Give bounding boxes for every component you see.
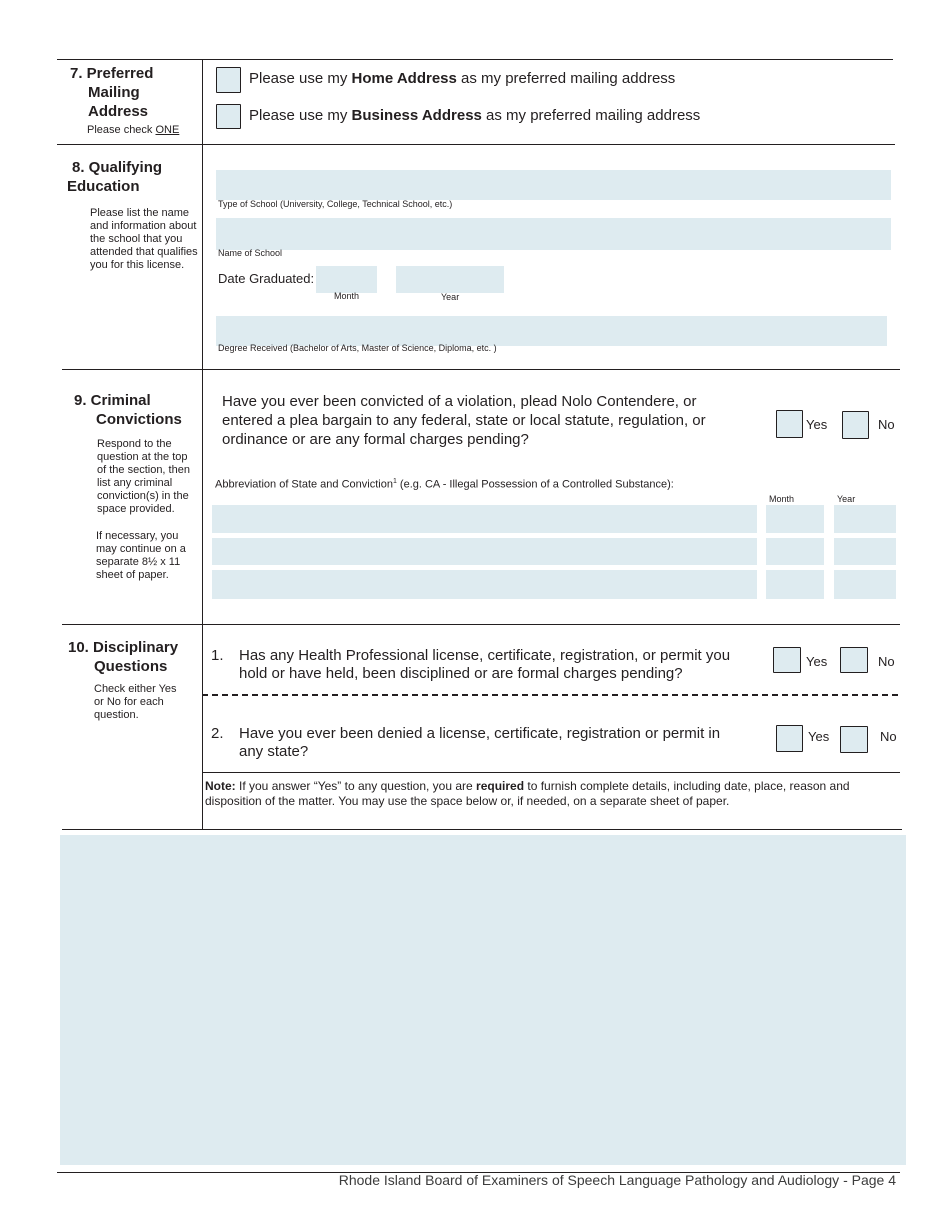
note-line-2: disposition of the matter. You may use the space below or, if needed, on a separate sheet of paper.: [205, 794, 730, 808]
graduation-month-input[interactable]: [316, 266, 377, 293]
criminal-question: [222, 392, 706, 449]
note-text: to furnish complete details, including date, place, reason and: [524, 779, 850, 793]
question-line: hold or have held, been disciplined or are formal charges pending?: [239, 665, 683, 682]
section-8-title-line2: Education: [67, 178, 140, 195]
section-10-title-line1: 10. Disciplinary: [68, 639, 179, 656]
disciplinary-q2-no-label: No: [880, 729, 897, 744]
question-line: any state?: [239, 743, 309, 760]
rule-8-9: [62, 369, 900, 370]
disciplinary-q1-yes-label: Yes: [806, 654, 828, 669]
description-line: attended that qualifies: [90, 246, 198, 258]
criminal-yes-label: Yes: [806, 417, 828, 432]
criminal-no-checkbox[interactable]: [842, 411, 869, 439]
conviction-month-input-1[interactable]: [766, 505, 824, 533]
instruction-text: Please check: [87, 124, 156, 136]
school-name-input[interactable]: [216, 218, 891, 250]
graduation-year-label: Year: [441, 292, 460, 302]
graduation-month-label: Month: [334, 291, 360, 301]
section-10-title: [68, 638, 178, 676]
criminal-no-label: No: [878, 417, 895, 432]
description-line: conviction(s) in the: [97, 490, 189, 502]
description-line: and information about: [90, 220, 197, 232]
disciplinary-q2: [239, 725, 720, 761]
conviction-month-input-3[interactable]: [766, 570, 824, 599]
conviction-year-header: Year: [837, 494, 856, 504]
degree-input[interactable]: [216, 316, 887, 346]
note-label: Note:: [205, 779, 236, 793]
section-8-description: [90, 207, 198, 272]
question-line: Have you ever been denied a license, certificate, registration or permit in: [239, 725, 721, 742]
note-line-1: [205, 779, 895, 794]
conviction-description-input-2[interactable]: [212, 538, 757, 565]
description-line: separate 8½ x 11: [96, 556, 181, 568]
graduation-year-input[interactable]: [396, 266, 504, 293]
conviction-month-header: Month: [769, 494, 795, 504]
option-text: as my preferred mailing address: [481, 107, 701, 124]
disciplinary-q2-number: 2.: [211, 725, 224, 742]
option-bold: Business Address: [351, 107, 482, 124]
section-9-description-continued: [96, 530, 186, 582]
question-separator: [202, 694, 898, 696]
conviction-year-input-1[interactable]: [834, 505, 896, 533]
conviction-description-input-1[interactable]: [212, 505, 757, 533]
details-textarea[interactable]: [60, 835, 906, 1165]
rule-9-10: [62, 624, 900, 625]
section-7-instruction: [87, 124, 179, 137]
conviction-abbreviation-label: [215, 475, 674, 492]
description-line: question at the top: [97, 451, 188, 463]
description-line: list any criminal: [97, 477, 173, 489]
business-address-option: [249, 107, 700, 125]
disclosure-note: [205, 779, 895, 809]
section-8-title: [67, 158, 162, 196]
description-line: or No for each: [94, 696, 164, 708]
disciplinary-q2-no-checkbox[interactable]: [840, 726, 868, 753]
option-text: as my preferred mailing address: [456, 70, 676, 87]
conviction-year-input-3[interactable]: [834, 570, 896, 599]
section-9-title-line1: 9. Criminal: [74, 392, 151, 409]
business-address-checkbox[interactable]: [216, 104, 241, 129]
section-7-title-line3: Address: [88, 103, 149, 120]
rule-note-bottom: [62, 829, 902, 830]
section-7-title-line2: Mailing: [88, 84, 140, 101]
page-footer: Rhode Island Board of Examiners of Speech Language Pathology and Audiology - Page 4: [338, 1172, 896, 1188]
description-line: question.: [94, 709, 139, 721]
conviction-description-input-3[interactable]: [212, 570, 757, 599]
disciplinary-q1-no-label: No: [878, 654, 895, 669]
section-7-title-line1: 7. Preferred: [70, 65, 154, 82]
home-address-option: [249, 70, 675, 88]
instruction-emphasis: ONE: [155, 124, 180, 136]
school-type-input[interactable]: [216, 170, 891, 200]
description-line: Respond to the: [97, 438, 172, 450]
section-9-title: [74, 391, 182, 429]
note-emphasis: required: [476, 779, 525, 793]
description-line: Check either Yes: [94, 683, 177, 695]
criminal-yes-checkbox[interactable]: [776, 410, 803, 438]
rule-note-top: [202, 772, 900, 773]
question-line: ordinance or are any formal charges pending?: [222, 431, 529, 448]
rule-top: [57, 59, 893, 60]
column-divider: [202, 59, 203, 830]
disciplinary-q1-yes-checkbox[interactable]: [773, 647, 801, 673]
description-line: may continue on a: [96, 543, 186, 555]
school-type-label: Type of School (University, College, Technical School, etc.): [218, 199, 453, 209]
label-text: Abbreviation of State and Conviction: [215, 478, 393, 491]
label-text: (e.g. CA - Illegal Possession of a Controlled Substance):: [396, 478, 674, 491]
school-name-label: Name of School: [218, 248, 283, 258]
question-line: Have you ever been convicted of a violation, plead Nolo Contendere, or: [222, 393, 697, 410]
disciplinary-q2-yes-label: Yes: [808, 729, 830, 744]
question-line: Has any Health Professional license, certificate, registration, or permit you: [239, 647, 731, 664]
section-9-description: [97, 438, 190, 516]
footnote-marker: 1: [392, 478, 397, 485]
disciplinary-q1: [239, 647, 730, 683]
section-10-description: [94, 683, 177, 722]
note-text: If you answer “Yes” to any question, you are: [235, 779, 477, 793]
disciplinary-q1-no-checkbox[interactable]: [840, 647, 868, 673]
date-graduated-label: Date Graduated:: [218, 271, 315, 286]
disciplinary-q1-number: 1.: [211, 647, 224, 664]
home-address-checkbox[interactable]: [216, 67, 241, 93]
option-bold: Home Address: [351, 70, 457, 87]
disciplinary-q2-yes-checkbox[interactable]: [776, 725, 803, 752]
section-7-title: [70, 64, 153, 121]
option-text: Please use my: [249, 107, 352, 124]
description-line: sheet of paper.: [96, 569, 169, 581]
rule-7-8: [57, 144, 895, 145]
conviction-month-input-2[interactable]: [766, 538, 824, 565]
conviction-year-input-2[interactable]: [834, 538, 896, 565]
section-10-title-line2: Questions: [94, 658, 168, 675]
description-line: the school that you: [90, 233, 183, 245]
description-line: you for this license.: [90, 259, 185, 271]
degree-label: Degree Received (Bachelor of Arts, Master of Science, Diploma, etc. ): [218, 343, 497, 353]
question-line: entered a plea bargain to any federal, state or local statute, regulation, or: [222, 412, 706, 429]
section-8-title-line1: 8. Qualifying: [72, 159, 163, 176]
description-line: If necessary, you: [96, 530, 179, 542]
description-line: space provided.: [97, 503, 175, 515]
description-line: of the section, then: [97, 464, 190, 476]
option-text: Please use my: [249, 70, 352, 87]
section-9-title-line2: Convictions: [96, 411, 182, 428]
description-line: Please list the name: [90, 207, 190, 219]
